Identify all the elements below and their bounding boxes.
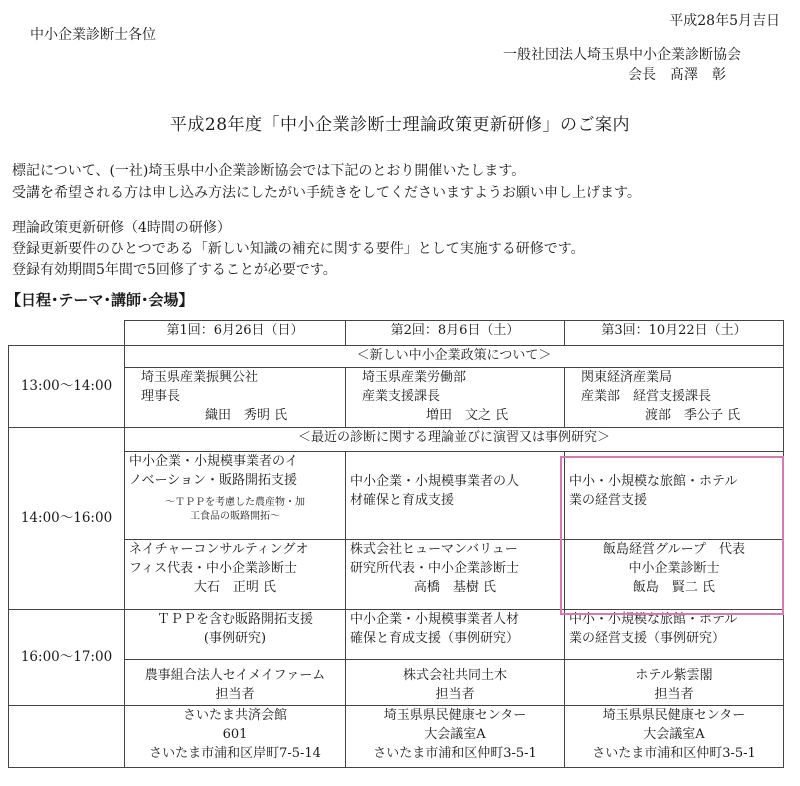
speaker-title: 産業支援課長 [362,389,441,404]
training-line-1: 登録更新要件のひとつである「新しい知識の補充に関する要件」として実施する研修です。 [12,241,585,257]
venue-name: 埼玉県県民健康センター [602,708,746,723]
slot1-theme-row [9,346,784,368]
slot3-speaker-2 [346,660,565,706]
column-header-row [9,321,784,346]
intro-line-2: 受講を希望される方は申し込み方法にしたがい手続きをしてくださいますようお願い申し上げます。 [12,185,641,201]
venue-name: さいたま共済会館 [182,708,287,723]
speaker-org: フィス代表・中小企業診断士 [129,561,297,576]
venue-name: 埼玉県県民健康センター [383,708,527,723]
slot2-topic-1 [125,452,346,540]
speaker-org: 埼玉県産業振興公社 [141,370,259,385]
topic-line: ＴＰＰを含む販路開拓支援 [156,612,313,627]
slot3-speaker-1 [125,660,346,706]
topic-note: 工食品の販路開拓～ [190,511,280,522]
slot1-speaker-row [9,368,784,428]
speaker-name: 大石 正明 氏 [193,580,277,595]
slot3-topic-3 [565,610,784,660]
venue-2 [346,706,565,768]
column-session-1: 第1回：6月26日（日） [125,321,346,346]
venue-label-cell [9,706,125,768]
column-session-3: 第3回：10月22日（土） [565,321,784,346]
speaker-org: 農事組合法人セイメイファーム [144,668,326,683]
topic-line: (事例研究) [203,631,267,646]
topic-line: 中小企業・小規模事業者人材 [350,612,520,627]
topic-line: 確保と育成支援（事例研究） [350,631,520,646]
slot3-topic-row [9,610,784,660]
slot2-time: 14:00～16:00 [9,428,125,610]
slot3-speaker-3 [565,660,784,706]
pink-highlight-box [560,456,784,615]
slot3-topic-1 [125,610,346,660]
slot3-speaker-row [9,660,784,706]
topic-line: 中小企業・小規模事業者の人 [350,474,520,489]
slot2-speaker-2 [346,540,565,610]
speaker-org: 株式会社ヒューマンバリュー [350,542,518,557]
venue-room: 大会議室A [424,727,486,742]
slot2-theme-row [9,428,784,452]
speaker-name: 織田 秀明 氏 [205,408,288,423]
speaker-role: 担当者 [654,687,694,702]
issue-date: 平成28年5月吉日 [669,13,780,29]
speaker-org: 研究所代表・中小企業診断士 [350,561,520,576]
topic-line: ノベーション・販路開拓支援 [129,473,297,488]
intro-line-1: 標記について、(一社)埼玉県中小企業診断協会では下記のとおり開催いたします。 [12,163,526,179]
speaker-org: 飯島経営グループ 代表 [603,542,745,557]
organization-name: 一般社団法人埼玉県中小企業診断協会 [503,47,741,63]
venue-3 [565,706,784,768]
topic-line: 材確保と育成支援 [350,493,455,508]
venue-address: さいたま市浦和区仲町3-5-1 [373,746,537,761]
slot1-speaker-1 [125,368,346,428]
venue-room: 601 [222,727,248,742]
topic-line: 中小・小規模な旅館・ホテル [569,612,738,627]
speaker-title: 理事長 [141,389,181,404]
slot1-time: 13:00～14:00 [9,346,125,428]
slot3-time: 16:00～17:00 [9,610,125,706]
slot1-speaker-3 [565,368,784,428]
document-title: 平成28年度「中小企業診断士理論政策更新研修」のご案内 [169,115,631,135]
slot1-theme: ＜新しい中小企業政策について＞ [125,346,784,368]
topic-line: 中小企業・小規模事業者のイ [129,454,299,469]
venue-address: さいたま市浦和区岸町7-5-14 [149,746,321,761]
slot1-speaker-2 [346,368,565,428]
addressee: 中小企業診断士各位 [30,27,156,43]
topic-line: 業の経営支援（事例研究） [569,631,726,646]
venue-room: 大会議室A [643,727,705,742]
speaker-org: ホテル紫雲閣 [635,668,713,683]
speaker-name: 高橋 基樹 氏 [413,580,497,595]
speaker-role: 担当者 [215,687,255,702]
slot2-speaker-1 [125,540,346,610]
slot2-theme: ＜最近の診断に関する理論並びに演習又は事例研究＞ [125,428,784,452]
slot2-topic-2 [346,452,565,540]
topic-note: ～ＴＰＰを考慮した農産物・加 [165,497,305,508]
column-session-2: 第2回：8月6日（土） [346,321,565,346]
speaker-title: 中小企業診断士 [628,561,720,576]
venue-address: さいたま市浦和区仲町3-5-1 [592,746,756,761]
speaker-org: 関東経済産業局 [581,370,673,385]
speaker-org: ネイチャーコンサルティングオ [129,542,309,557]
speaker-title: 産業部 経営支援課長 [581,389,712,404]
speaker-name: 渡部 季公子 氏 [645,408,741,423]
venue-row [9,706,784,768]
topic-line: 中小・小規模な旅館・ホテル [569,474,738,489]
topic-line: 業の経営支援 [569,493,648,508]
speaker-org: 株式会社共同土木 [402,668,507,683]
speaker-name: 飯島 賢二 氏 [632,580,716,595]
president-name: 会長 髙澤 彰 [628,67,726,83]
venue-1 [125,706,346,768]
training-line-2: 登録有効期間5年間で5回修了することが必要です。 [12,262,337,278]
speaker-name: 増田 文之 氏 [426,408,509,423]
speaker-role: 担当者 [435,687,475,702]
training-heading: 理論政策更新研修（4時間の研修） [12,220,231,236]
schedule-heading: 【日程･テーマ･講師･会場】 [6,291,194,309]
slot3-topic-2 [346,610,565,660]
speaker-org: 埼玉県産業労働部 [362,370,467,385]
